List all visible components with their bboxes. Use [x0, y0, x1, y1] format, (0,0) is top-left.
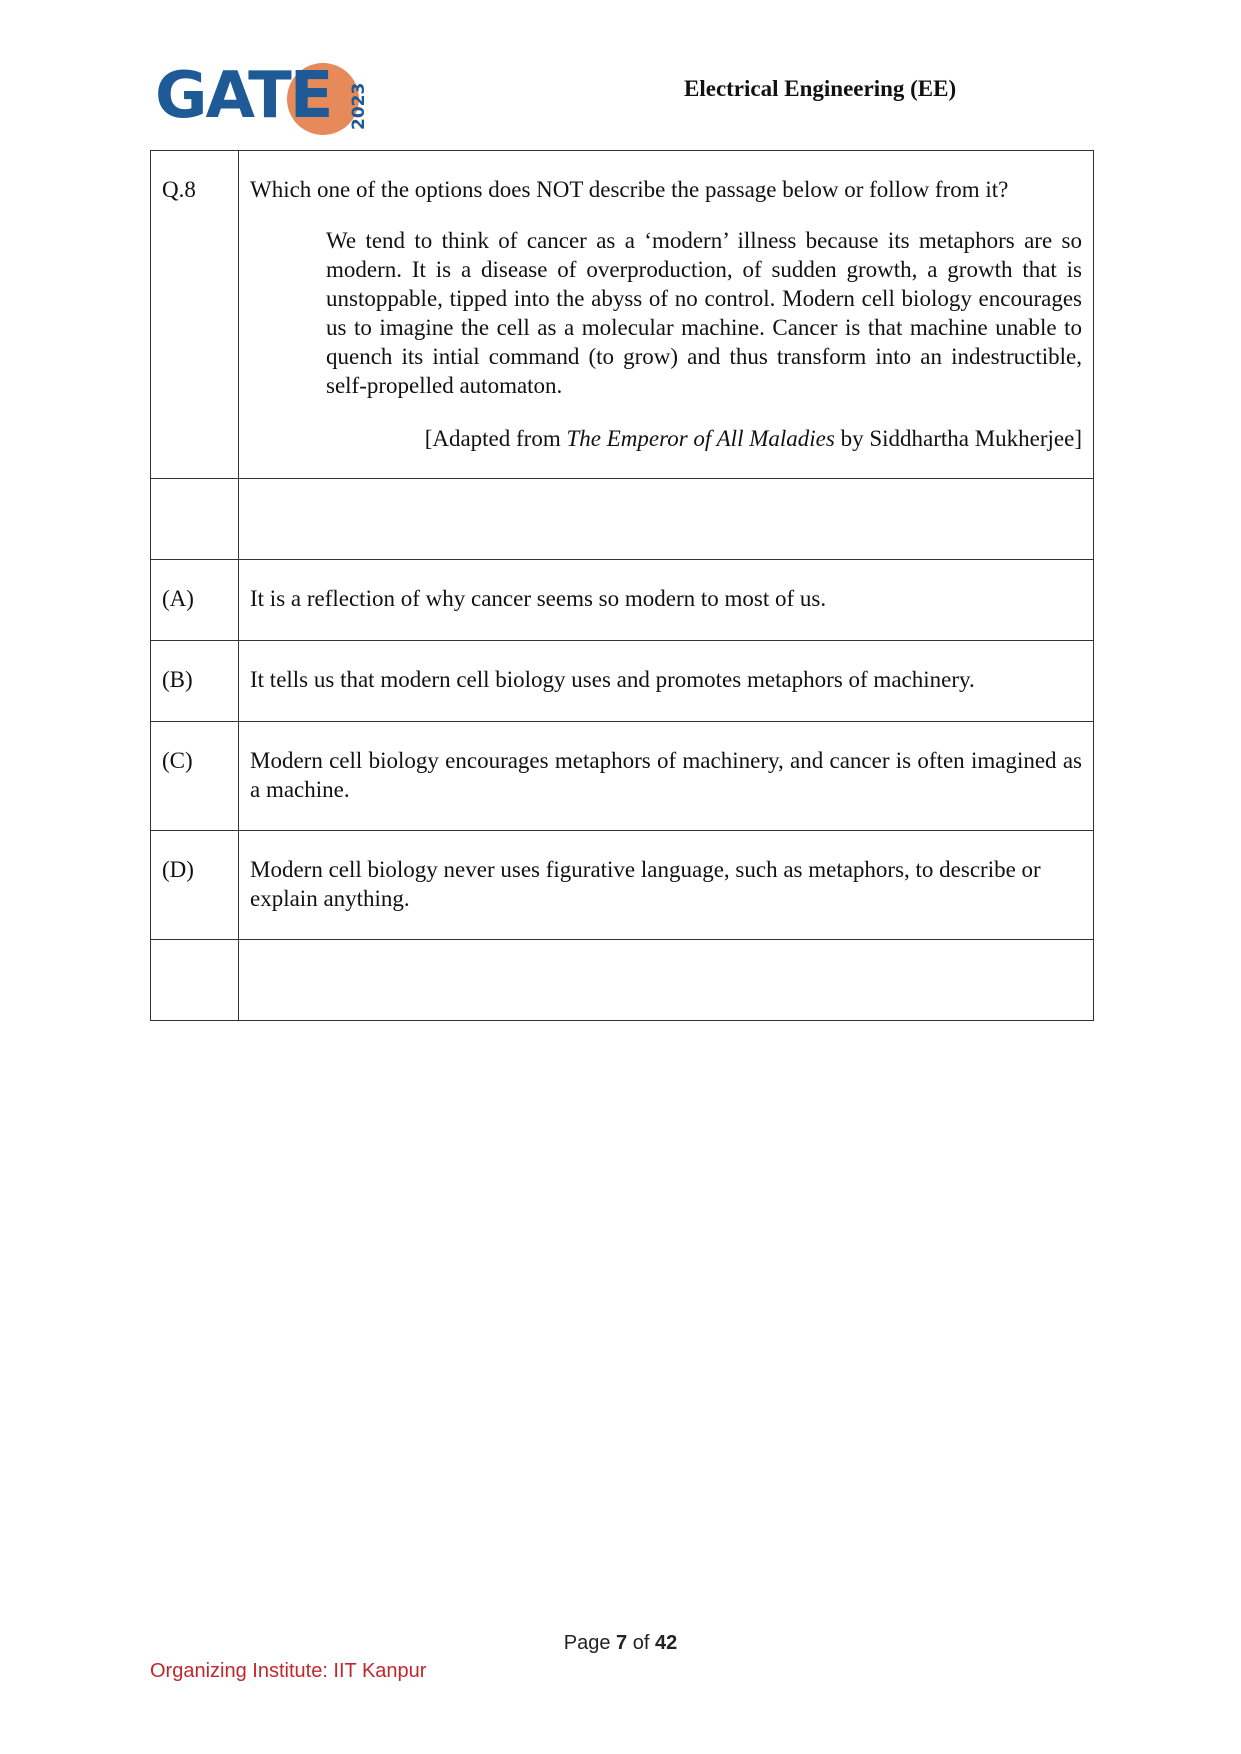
gate-logo — [155, 58, 369, 138]
subject-title: Electrical Engineering (EE) — [684, 76, 957, 101]
option-label: (D) — [151, 831, 239, 940]
question-body — [239, 151, 1094, 479]
option-text: It is a reflection of why cancer seems so modern to most of us. — [239, 560, 1094, 641]
option-text: Modern cell biology never uses figurative language, such as metaphors, to describe or explain anything. — [239, 831, 1094, 940]
option-row-a — [151, 560, 1094, 641]
option-row-d — [151, 831, 1094, 940]
option-text: It tells us that modern cell biology uses and promotes metaphors of machinery. — [239, 641, 1094, 722]
source-prefix: [Adapted from — [424, 426, 567, 451]
question-number: Q.8 — [151, 151, 239, 479]
blank-row — [151, 940, 1094, 1021]
passage-source — [250, 424, 1082, 453]
question-row — [151, 151, 1094, 479]
blank-cell — [151, 479, 239, 560]
logo-year: 2023 — [349, 82, 369, 130]
blank-cell — [151, 940, 239, 1021]
option-label: (A) — [151, 560, 239, 641]
option-label: (C) — [151, 722, 239, 831]
page-total: 42 — [654, 1632, 678, 1654]
blank-cell — [239, 940, 1094, 1021]
source-title: The Emperor of All Maladies — [566, 426, 835, 451]
page-number — [0, 1632, 1241, 1655]
option-text: Modern cell biology encourages metaphors of machinery, and cancer is often imagined as a machine. — [239, 722, 1094, 831]
blank-row — [151, 479, 1094, 560]
page-mid: of — [627, 1632, 655, 1654]
question-prompt: Which one of the options does NOT describe the passage below or follow from it? — [250, 177, 1009, 202]
source-suffix: by Siddhartha Mukherjee] — [834, 426, 1082, 451]
question-table — [150, 150, 1094, 1021]
option-row-b — [151, 641, 1094, 722]
page-current: 7 — [616, 1632, 628, 1654]
passage-text: We tend to think of cancer as a ‘modern’ illness because its metaphors are so modern. It is a disease of overproduction, of sudden growth, a growth that is unstoppable, tipped into the abyss of no control. Modern cell biology encourages us to imagine the cell as a molecular machine. Cancer is that machine unable to quench its intial command (to grow) and thus transform into an indestructible, self-propelled automaton. — [326, 228, 1082, 398]
logo-text: GATE — [155, 59, 332, 133]
blank-cell — [239, 479, 1094, 560]
option-label: (B) — [151, 641, 239, 722]
page-prefix: Page — [563, 1632, 617, 1654]
organizer-note: Organizing Institute: IIT Kanpur — [150, 1660, 427, 1682]
option-row-c — [151, 722, 1094, 831]
